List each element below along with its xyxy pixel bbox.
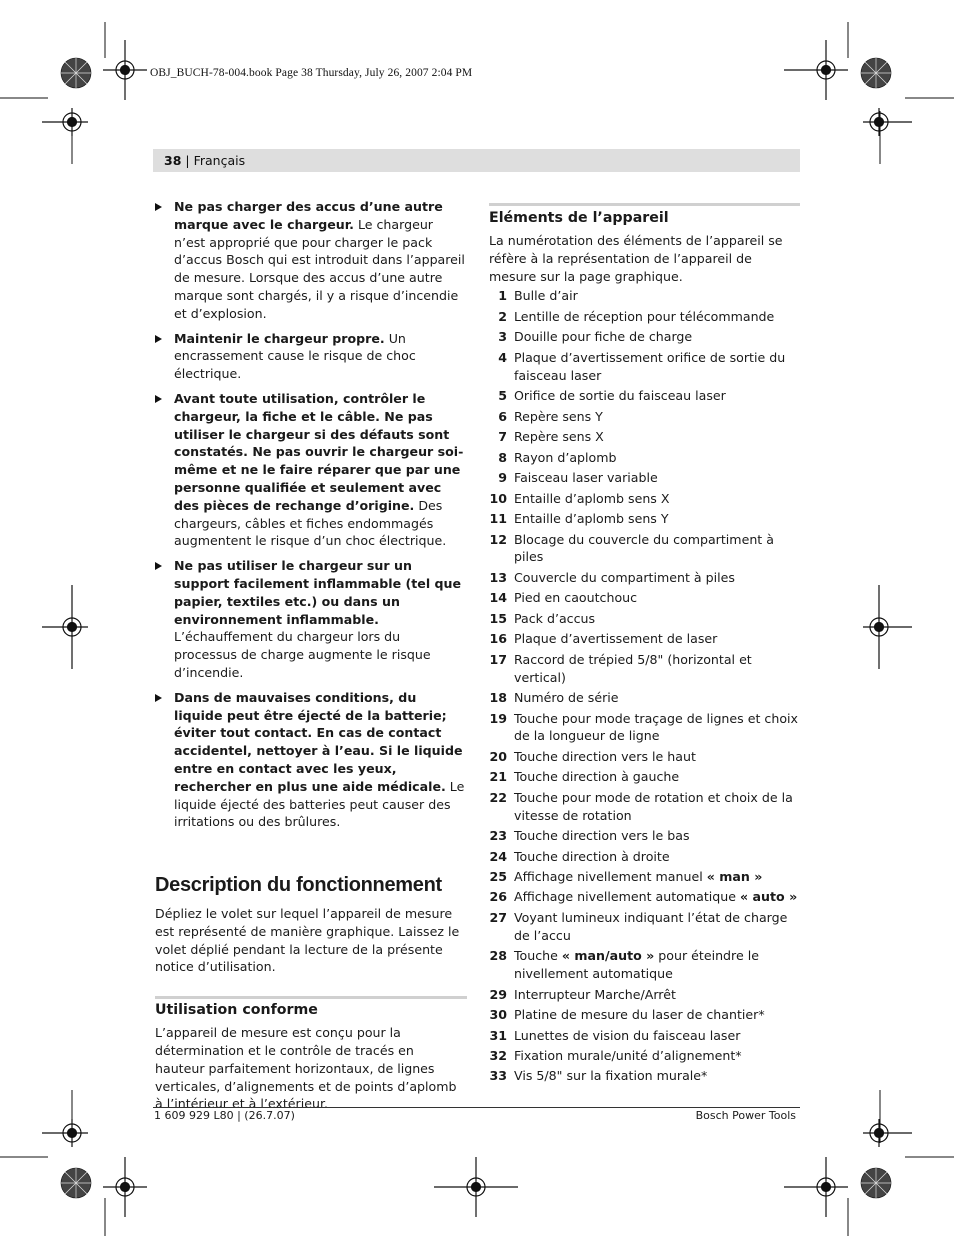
component-label: Orifice de sortie du faisceau laser: [514, 388, 726, 404]
component-item: [489, 428, 800, 446]
component-label: Platine de mesure du laser de chantier*: [514, 1007, 765, 1023]
component-number: 28: [489, 948, 507, 964]
warning-bold-text: Maintenir le chargeur propre.: [174, 330, 385, 346]
component-number: 22: [489, 789, 507, 805]
warning-text: Un encrassement cause le risque de choc électrique.: [174, 330, 416, 382]
component-item: [489, 589, 800, 607]
component-number: 12: [489, 531, 507, 547]
section-intro: Dépliez le volet sur lequel l’appareil de mesure est représenté de manière graphique. Laissez le volet déplié pendant la lecture de la présente notice d’utilisation.: [155, 906, 460, 975]
component-item: [489, 449, 800, 467]
component-number: 26: [489, 889, 507, 905]
component-number: 23: [489, 828, 507, 844]
component-number: 33: [489, 1068, 507, 1084]
header-language: Français: [193, 153, 246, 168]
subsection-title: Utilisation conforme: [155, 1002, 318, 1019]
component-label-bold: « man »: [706, 869, 763, 884]
component-label: Rayon d’aplomb: [514, 449, 617, 465]
component-item: [489, 408, 800, 426]
component-item: [489, 651, 800, 687]
component-label: Interrupteur Marche/Arrêt: [514, 986, 676, 1002]
warning-text: Le liquide éjecté des batteries peut causer des irritations ou des brûlures.: [174, 778, 465, 830]
component-item: [489, 531, 800, 567]
component-number: 17: [489, 651, 507, 667]
component-label: Repère sens Y: [514, 408, 603, 424]
component-label-after: pour éteindre le nivellement automatique: [514, 948, 759, 982]
component-item: [489, 287, 800, 305]
bullet-arrow-icon: [155, 694, 162, 702]
warning-bold-text: Ne pas charger des accus d’une autre marque avec le chargeur.: [174, 199, 443, 232]
component-label: Touche direction à gauche: [514, 769, 680, 785]
component-number: 11: [489, 511, 507, 527]
components-list: [489, 287, 800, 1085]
component-item: [489, 827, 800, 845]
component-item: [489, 789, 800, 825]
warning-bold-text: Dans de mauvaises conditions, du liquide peut être éjecté de la batterie; éviter tout contact. En cas de contact accidentel, nettoyer à l’eau. Si le liquide entre en contact avec les yeux, rechercher en plus une aide médicale.: [174, 689, 463, 794]
header-separator: |: [181, 153, 194, 168]
component-label: Lunettes de vision du faisceau laser: [514, 1027, 741, 1043]
component-label: Couvercle du compartiment à piles: [514, 569, 735, 585]
subsection-text: L’appareil de mesure est conçu pour la détermination et le contrôle de tracés en hauteur parfaitement horizontaux, de lignes verticales, d’alignements et de points d’aplomb à l’intérieur et à l’extérieur.: [155, 1025, 457, 1112]
component-item: [489, 768, 800, 786]
component-label: Pied en caoutchouc: [514, 590, 638, 606]
warning-text: Le chargeur n’est approprié que pour charger le pack d’accus Bosch qui est introduit dans l’appareil de mesure. Lorsque des accus d’une autre marque sont chargés, il y a risque d’incendie et d’explosion.: [174, 216, 465, 321]
component-item: [489, 469, 800, 487]
component-number: 20: [489, 748, 507, 764]
component-label: Plaque d’avertissement orifice de sortie du faisceau laser: [514, 349, 786, 383]
component-item: [489, 1006, 800, 1024]
component-label: Touche pour mode traçage de lignes et choix de la longueur de ligne: [514, 710, 798, 744]
warning-item: [155, 198, 467, 323]
component-number: 18: [489, 690, 507, 706]
footer-brand: Bosch Power Tools: [695, 1109, 796, 1122]
component-number: 14: [489, 590, 507, 606]
component-item: [489, 490, 800, 508]
component-label: Entaille d’aplomb sens Y: [514, 511, 669, 527]
footer-rule: [153, 1107, 800, 1108]
book-file-info: OBJ_BUCH-78-004.book Page 38 Thursday, July 26, 2007 2:04 PM: [150, 67, 473, 79]
left-column: [155, 198, 467, 1113]
component-number: 27: [489, 909, 507, 925]
components-intro: La numérotation des éléments de l’appareil se réfère à la représentation de l’appareil de mesure sur la page graphique.: [489, 233, 783, 284]
component-number: 21: [489, 769, 507, 785]
section-rule: [155, 996, 467, 999]
components-title: Eléments de l’appareil: [489, 210, 669, 226]
component-label: Affichage nivellement automatique: [514, 889, 741, 905]
component-label: Affichage nivellement manuel: [514, 869, 707, 884]
component-item: [489, 848, 800, 866]
bullet-arrow-icon: [155, 335, 162, 343]
component-number: 31: [489, 1027, 507, 1043]
component-label: Touche pour mode de rotation et choix de la vitesse de rotation: [514, 789, 793, 823]
component-item: [489, 630, 800, 648]
component-number: 24: [489, 848, 507, 864]
warning-item: [155, 557, 467, 682]
component-number: 3: [498, 329, 507, 345]
page-header: [164, 153, 245, 168]
warning-text: L’échauffement du chargeur lors du processus de charge augmente le risque d’incendie.: [174, 629, 431, 680]
component-item: [489, 689, 800, 707]
page-header-bar: [153, 149, 800, 172]
component-item: [489, 349, 800, 385]
component-number: 32: [489, 1047, 507, 1063]
component-item: [489, 710, 800, 746]
component-item: [489, 888, 800, 906]
component-item: [489, 569, 800, 587]
component-number: 9: [498, 470, 507, 486]
component-number: 30: [489, 1007, 507, 1023]
components-rule: [489, 203, 800, 206]
component-item: [489, 308, 800, 326]
right-column: [489, 203, 800, 1088]
component-label: Voyant lumineux indiquant l’état de charge de l’accu: [514, 909, 788, 943]
bullet-arrow-icon: [155, 203, 162, 211]
component-item: [489, 328, 800, 346]
component-label: Douille pour fiche de charge: [514, 329, 693, 345]
component-number: 25: [489, 869, 507, 884]
warning-item: [155, 390, 467, 550]
component-number: 4: [498, 349, 507, 365]
component-label: Touche direction vers le bas: [514, 828, 690, 844]
component-number: 5: [498, 388, 507, 404]
component-label: Faisceau laser variable: [514, 470, 658, 486]
component-item: [489, 387, 800, 405]
component-item: [489, 909, 800, 945]
safety-warnings: [155, 198, 467, 831]
component-label: Lentille de réception pour télécommande: [514, 308, 775, 324]
component-label: Plaque d’avertissement de laser: [514, 631, 718, 647]
warning-bold-text: Ne pas utiliser le chargeur sur un support facilement inflammable (tel que papier, textiles etc.) ou dans un environnement inflammable.: [174, 558, 462, 627]
component-item: [489, 610, 800, 628]
component-label: Raccord de trépied 5/8" (horizontal et vertical): [514, 651, 752, 685]
component-number: 6: [498, 408, 507, 424]
component-item: [489, 510, 800, 528]
component-number: 29: [489, 986, 507, 1002]
component-label: Vis 5/8" sur la fixation murale*: [514, 1068, 708, 1084]
component-item: [489, 947, 800, 983]
component-label: Blocage du couvercle du compartiment à piles: [514, 531, 774, 565]
component-item: [489, 1067, 800, 1085]
warning-bold-text: Avant toute utilisation, contrôler le chargeur, la fiche et le câble. Ne pas utiliser le chargeur si des défauts sont constatés. Ne pas ouvrir le chargeur soi-même et ne le faire réparer que par une personne qualifiée et seulement avec des pièces de rechange d’origine.: [174, 390, 464, 513]
component-label: Bulle d’air: [514, 288, 578, 304]
component-number: 15: [489, 610, 507, 626]
section-title: Description du fonctionnement: [155, 874, 442, 897]
component-label: Fixation murale/unité d’alignement*: [514, 1047, 742, 1063]
component-number: 19: [489, 710, 507, 726]
component-number: 13: [489, 569, 507, 585]
component-number: 1: [498, 288, 507, 304]
component-item: [489, 1047, 800, 1065]
component-number: 8: [498, 449, 507, 465]
component-label: Entaille d’aplomb sens X: [514, 490, 670, 506]
component-label: Repère sens X: [514, 429, 604, 445]
warning-item: [155, 689, 467, 831]
warning-item: [155, 330, 467, 383]
component-item: [489, 748, 800, 766]
component-item: [489, 868, 800, 886]
bullet-arrow-icon: [155, 395, 162, 403]
component-item: [489, 1027, 800, 1045]
component-label: Touche: [514, 948, 562, 964]
component-label: Touche direction à droite: [514, 848, 670, 864]
component-label: Pack d’accus: [514, 610, 596, 626]
component-number: 7: [498, 429, 507, 445]
component-number: 2: [498, 308, 507, 324]
component-label-bold: « man/auto »: [561, 948, 655, 964]
page-number: 38: [164, 153, 182, 168]
component-label-bold: « auto »: [740, 889, 798, 905]
footer-document-number: 1 609 929 L80 | (26.7.07): [154, 1109, 295, 1122]
component-number: 16: [489, 631, 507, 647]
component-item: [489, 986, 800, 1004]
component-label: Numéro de série: [514, 690, 619, 706]
component-label: Touche direction vers le haut: [514, 748, 696, 764]
component-number: 10: [489, 490, 507, 506]
bullet-arrow-icon: [155, 562, 162, 570]
warning-text: Des chargeurs, câbles et fiches endommagés augmentent le risque d’un choc électrique.: [174, 497, 447, 549]
